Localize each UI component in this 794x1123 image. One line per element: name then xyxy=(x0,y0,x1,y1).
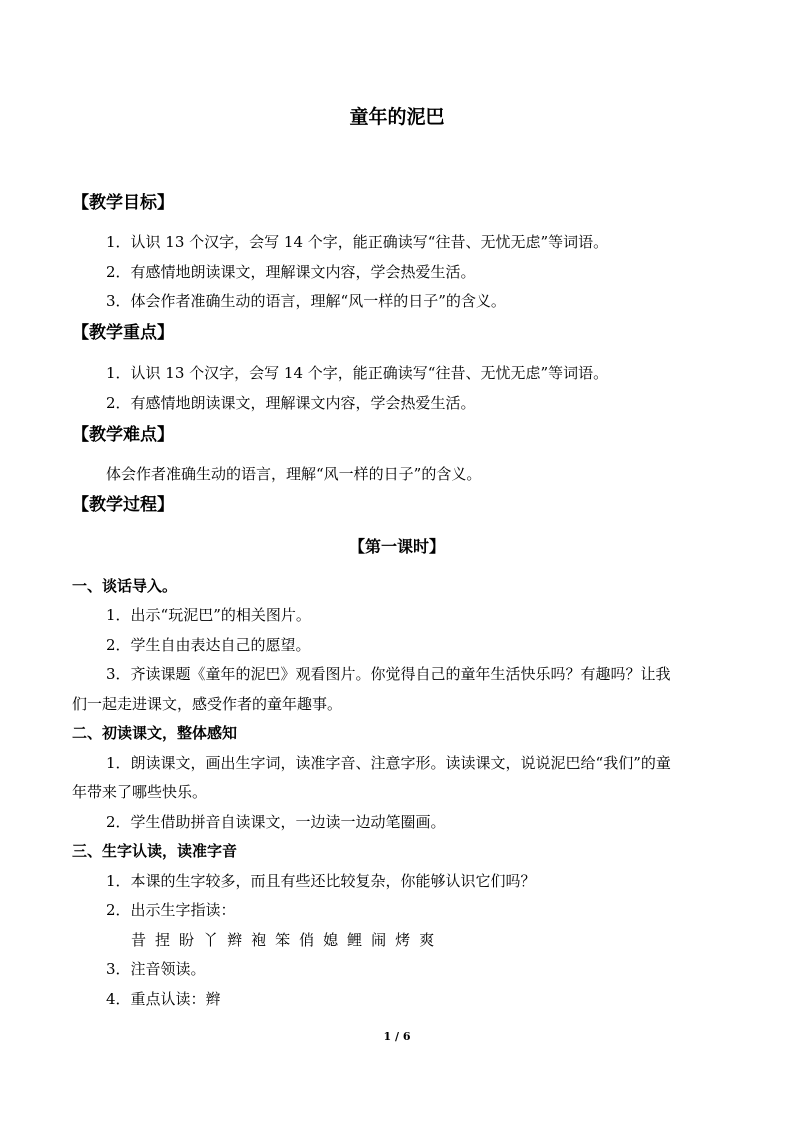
focus-item: 1．认识 13 个汉字，会写 14 个字，能正确读写“往昔、无忧无虑”等词语。 xyxy=(106,364,609,382)
goals-item: 2．有感情地朗读课文，理解课文内容，学会热爱生活。 xyxy=(106,263,476,281)
part3-item: 4．重点认读：辫 xyxy=(106,990,221,1008)
focus-heading: 【教学重点】 xyxy=(72,323,174,343)
goals-item: 1．认识 13 个汉字，会写 14 个字，能正确读写“往昔、无忧无虑”等词语。 xyxy=(106,233,609,251)
part2-item: 1．朗读课文，画出生字词，读准字音、注意字形。读读课文，说说泥巴给“我们”的童 xyxy=(106,754,671,772)
character: 辫 xyxy=(227,931,243,949)
part3-item: 2．出示生字指读： xyxy=(106,901,236,919)
difficulty-text: 体会作者准确生动的语言，理解“风一样的日子”的含义。 xyxy=(106,465,482,483)
new-characters-list xyxy=(131,930,443,950)
part3-item: 3．注音领读。 xyxy=(106,960,206,978)
character: 闹 xyxy=(371,931,387,949)
part1-heading: 一、谈话导入。 xyxy=(72,577,178,595)
goals-item: 3．体会作者准确生动的语言，理解“风一样的日子”的含义。 xyxy=(106,292,506,310)
character: 捏 xyxy=(155,931,171,949)
part1-item: 1．出示“玩泥巴”的相关图片。 xyxy=(106,606,311,624)
document-title: 童年的泥巴 xyxy=(349,106,445,128)
character: 爽 xyxy=(419,931,435,949)
part3-heading: 三、生字认读，读准字音 xyxy=(72,842,238,860)
part3-item: 1．本课的生字较多，而且有些还比较复杂，你能够认识它们吗？ xyxy=(106,872,536,890)
character: 鲤 xyxy=(347,931,363,949)
character: 笨 xyxy=(275,931,291,949)
part2-item: 2．学生借助拼音自读课文，一边读一边动笔圈画。 xyxy=(106,813,446,831)
process-heading: 【教学过程】 xyxy=(72,495,174,515)
character: 盼 xyxy=(179,931,195,949)
character: 烤 xyxy=(395,931,411,949)
character: 丫 xyxy=(203,931,219,949)
page-number: 1 / 6 xyxy=(383,1030,411,1043)
part1-item: 们一起走进课文，感受作者的童年趣事。 xyxy=(72,695,343,713)
difficulty-heading: 【教学难点】 xyxy=(72,425,174,445)
focus-item: 2．有感情地朗读课文，理解课文内容，学会热爱生活。 xyxy=(106,394,476,412)
character: 俏 xyxy=(299,931,315,949)
character: 媳 xyxy=(323,931,339,949)
goals-heading: 【教学目标】 xyxy=(72,193,174,213)
lesson-title: 【第一课时】 xyxy=(348,537,445,556)
part2-item: 年带来了哪些快乐。 xyxy=(72,783,208,801)
part2-heading: 二、初读课文，整体感知 xyxy=(72,724,238,742)
character: 昔 xyxy=(131,931,147,949)
character: 袍 xyxy=(251,931,267,949)
part1-item: 2．学生自由表达自己的愿望。 xyxy=(106,636,311,654)
part1-item: 3．齐读课题《童年的泥巴》观看图片。你觉得自己的童年生活快乐吗？有趣吗？让我 xyxy=(106,665,671,683)
